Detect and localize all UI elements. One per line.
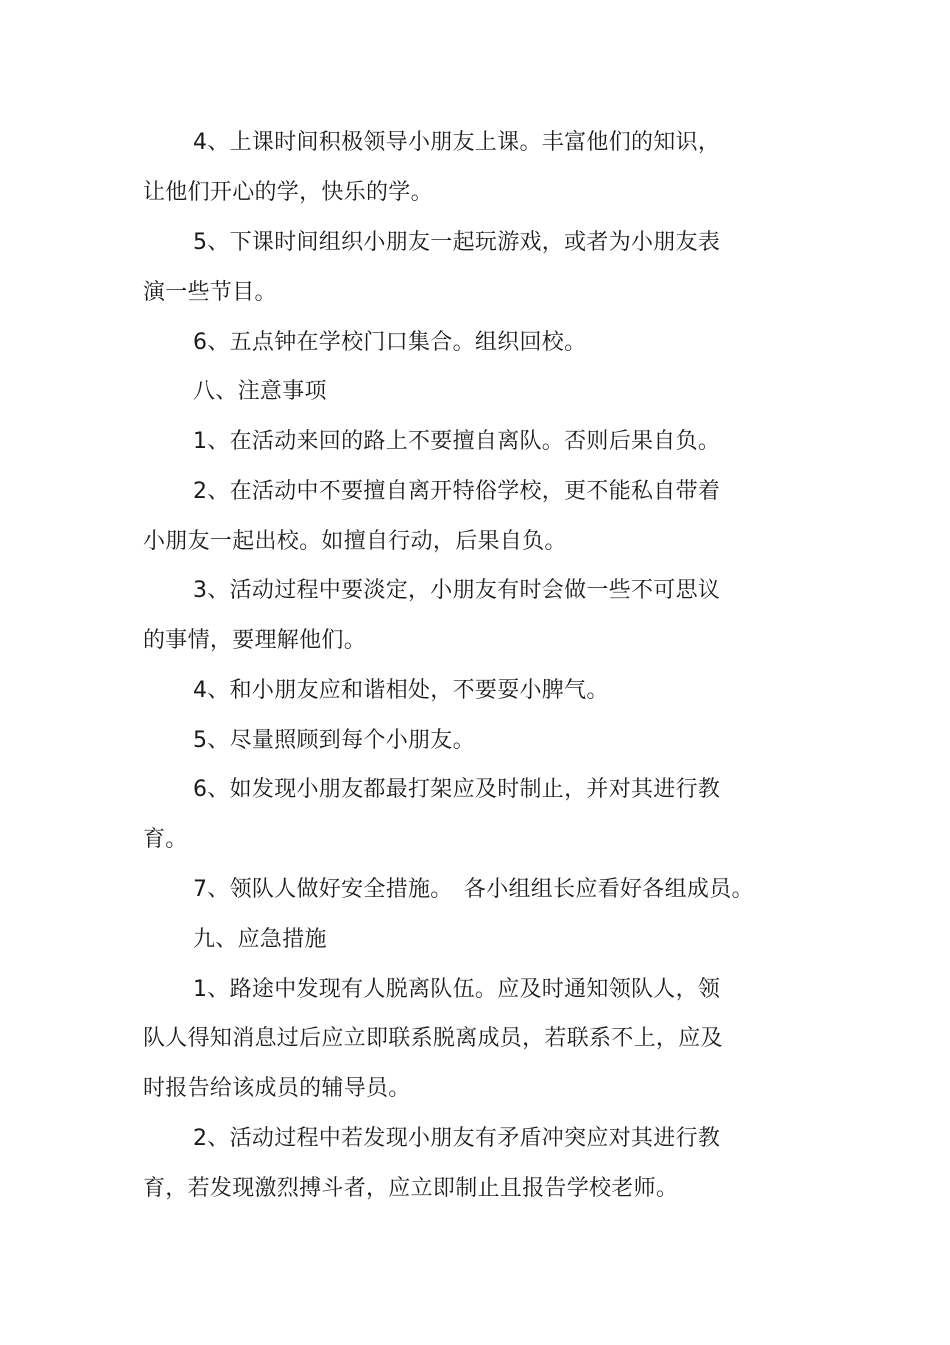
paragraph-line: 2、在活动中不要擅自离开特俗学校，更不能私自带着 [193,479,721,504]
paragraph-line: 时报告给该成员的辅导员。 [143,1076,411,1101]
paragraph-line: 育。 [143,827,188,852]
paragraph-line: 小朋友一起出校。如擅自行动，后果自负。 [143,529,567,554]
paragraph-line: 1、路途中发现有人脱离队伍。应及时通知领队人，领 [193,977,721,1002]
paragraph-line: 的事情，要理解他们。 [143,628,367,653]
paragraph-line: 1、在活动来回的路上不要擅自离队。否则后果自负。 [193,429,721,454]
paragraph-line: 育，若发现激烈搏斗者，应立即制止且报告学校老师。 [143,1176,679,1201]
paragraph-line: 队人得知消息过后应立即联系脱离成员，若联系不上，应及 [143,1026,723,1051]
paragraph-line: 4、上课时间积极领导小朋友上课。丰富他们的知识， [193,130,721,155]
paragraph-line: 让他们开心的学，快乐的学。 [143,180,433,205]
section-heading: 八、注意事项 [193,379,327,404]
paragraph-line: 7、领队人做好安全措施。 各小组组长应看好各组成员。 [193,877,754,902]
paragraph-line: 2、活动过程中若发现小朋友有矛盾冲突应对其进行教 [193,1126,721,1151]
paragraph-line: 6、五点钟在学校门口集合。组织回校。 [193,330,587,355]
paragraph-line: 5、尽量照顾到每个小朋友。 [193,728,475,753]
paragraph-line: 3、活动过程中要淡定，小朋友有时会做一些不可思议 [193,578,721,603]
paragraph-line: 演一些节目。 [143,280,277,305]
paragraph-line: 4、和小朋友应和谐相处，不要耍小脾气。 [193,678,609,703]
section-heading: 九、应急措施 [193,927,327,952]
paragraph-line: 6、如发现小朋友都最打架应及时制止，并对其进行教 [193,777,721,802]
paragraph-line: 5、下课时间组织小朋友一起玩游戏，或者为小朋友表 [193,230,721,255]
